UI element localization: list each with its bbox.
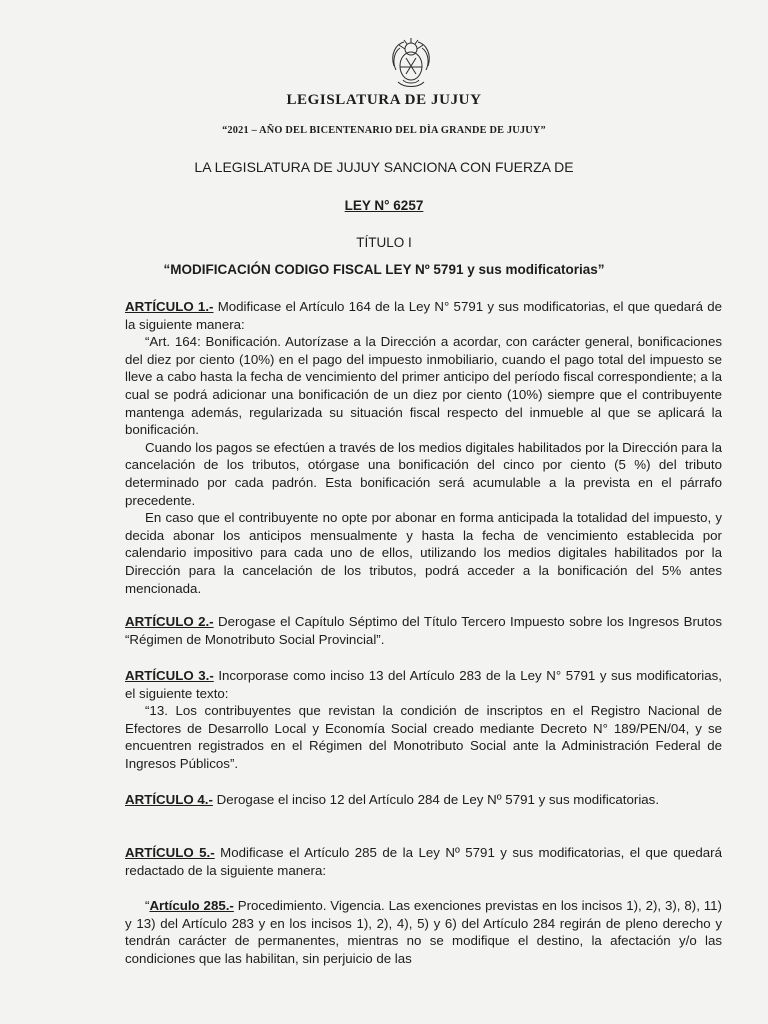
article-2-label: ARTÍCULO 2.- [125, 614, 214, 629]
article-4-label: ARTÍCULO 4.- [125, 792, 213, 807]
article-285-label: Artículo 285.- [149, 898, 234, 914]
article-1-intro: ARTÍCULO 1.- Modificase el Artículo 164 de la Ley N° 5791 y sus modificatorias, el que quedará de la siguiente manera: [125, 299, 722, 332]
article-1 [125, 298, 722, 597]
article-4 [125, 791, 722, 809]
article-1-paragraph: Cuando los pagos se efectúen a través de los medios digitales habilitados por la Dirección para la cancelación de los tributos, otórgase una bonificación del cinco por ciento (5 %) del tributo determinado por cada padrón. Esta bonificación será acumulable a la prevista en el párrafo precedente. [125, 439, 722, 508]
article-2-text: ARTÍCULO 2.- Derogase el Capítulo Séptimo del Título Tercero Impuesto sobre los Ingresos Brutos “Régimen de Monotributo Social Provincial”. [125, 614, 722, 647]
article-3 [125, 667, 722, 773]
title-name: “MODIFICACIÓN CODIGO FISCAL LEY Nº 5791 y sus modificatorias” [163, 262, 605, 277]
article-3-label: ARTÍCULO 3.- [125, 668, 214, 683]
article-1-label: ARTÍCULO 1.- [125, 299, 214, 314]
law-number: LEY N° 6257 [344, 198, 424, 213]
legislature-title: LEGISLATURA DE JUJUY [286, 92, 482, 108]
title-heading: TÍTULO I [356, 235, 412, 250]
provincial-coat-of-arms-icon [386, 36, 436, 90]
article-3-intro: ARTÍCULO 3.- Incorporase como inciso 13 del Artículo 283 de la Ley N° 5791 y sus modificatorias, el siguiente texto: [125, 668, 722, 701]
article-4-text: ARTÍCULO 4.- Derogase el inciso 12 del Artículo 284 de Ley Nº 5791 y sus modificatorias. [125, 792, 660, 807]
enactment-formula: LA LEGISLATURA DE JUJUY SANCIONA CON FUERZA DE [194, 159, 574, 175]
article-5-quote: “Artículo 285.- Procedimiento. Vigencia. Las exenciones previstas en los incisos 1), 2), 3), 8), 11) y 13) del Artículo 283 y en los incisos 1), 2), 4), 5) y 6) del Artículo 284 regirán de pleno derecho y tendrán carácter de permanentes, mientras no se modifique el destino, la afectación y/o las condiciones que las habilitan, sin perjuicio de las [125, 898, 722, 966]
year-motto: “2021 – AÑO DEL BICENTENARIO DEL DÌA GRANDE DE JUJUY” [222, 125, 546, 136]
article-1-paragraph: En caso que el contribuyente no opte por abonar en forma anticipada la totalidad del impuesto, y decida abonar los anticipos mensualmente y hasta la fecha de vencimiento establecida por calendario impositivo para cada uno de ellos, utilizando los medios digitales habilitados por la Dirección para la cancelación de los tributos, podrá acceder a la bonificación del 5% antes mencionada. [125, 510, 722, 596]
article-5-intro: ARTÍCULO 5.- Modificase el Artículo 285 de la Ley Nº 5791 y sus modificatorias, el que quedará redactado de la siguiente manera: [125, 845, 722, 878]
article-2 [125, 613, 722, 648]
article-1-paragraph: “Art. 164: Bonificación. Autorízase a la Dirección a acordar, con carácter general, bonificaciones del diez por ciento (10%) en el pago del impuesto inmobiliario, cuando el pago total del impuesto se lleve a cabo hasta la fecha de vencimiento del primer anticipo del período fiscal correspondiente; a la cual se podrá adicionar una bonificación de un diez por ciento (10%) siempre que el contribuyente mantenga además, regularizada su situación fiscal respecto del inmueble al que se aplicará la bonificación. [125, 334, 722, 438]
article-5-label: ARTÍCULO 5.- [125, 845, 215, 860]
article-5 [125, 844, 722, 968]
article-3-paragraph: “13. Los contribuyentes que revistan la condición de inscriptos en el Registro Nacional de Efectores de Desarrollo Local y Economía Social creado mediante Decreto N° 189/PEN/04, y se encuentren registrados en el Régimen del Monotributo Social ante la Administración Federal de Ingresos Públicos”. [125, 703, 722, 771]
